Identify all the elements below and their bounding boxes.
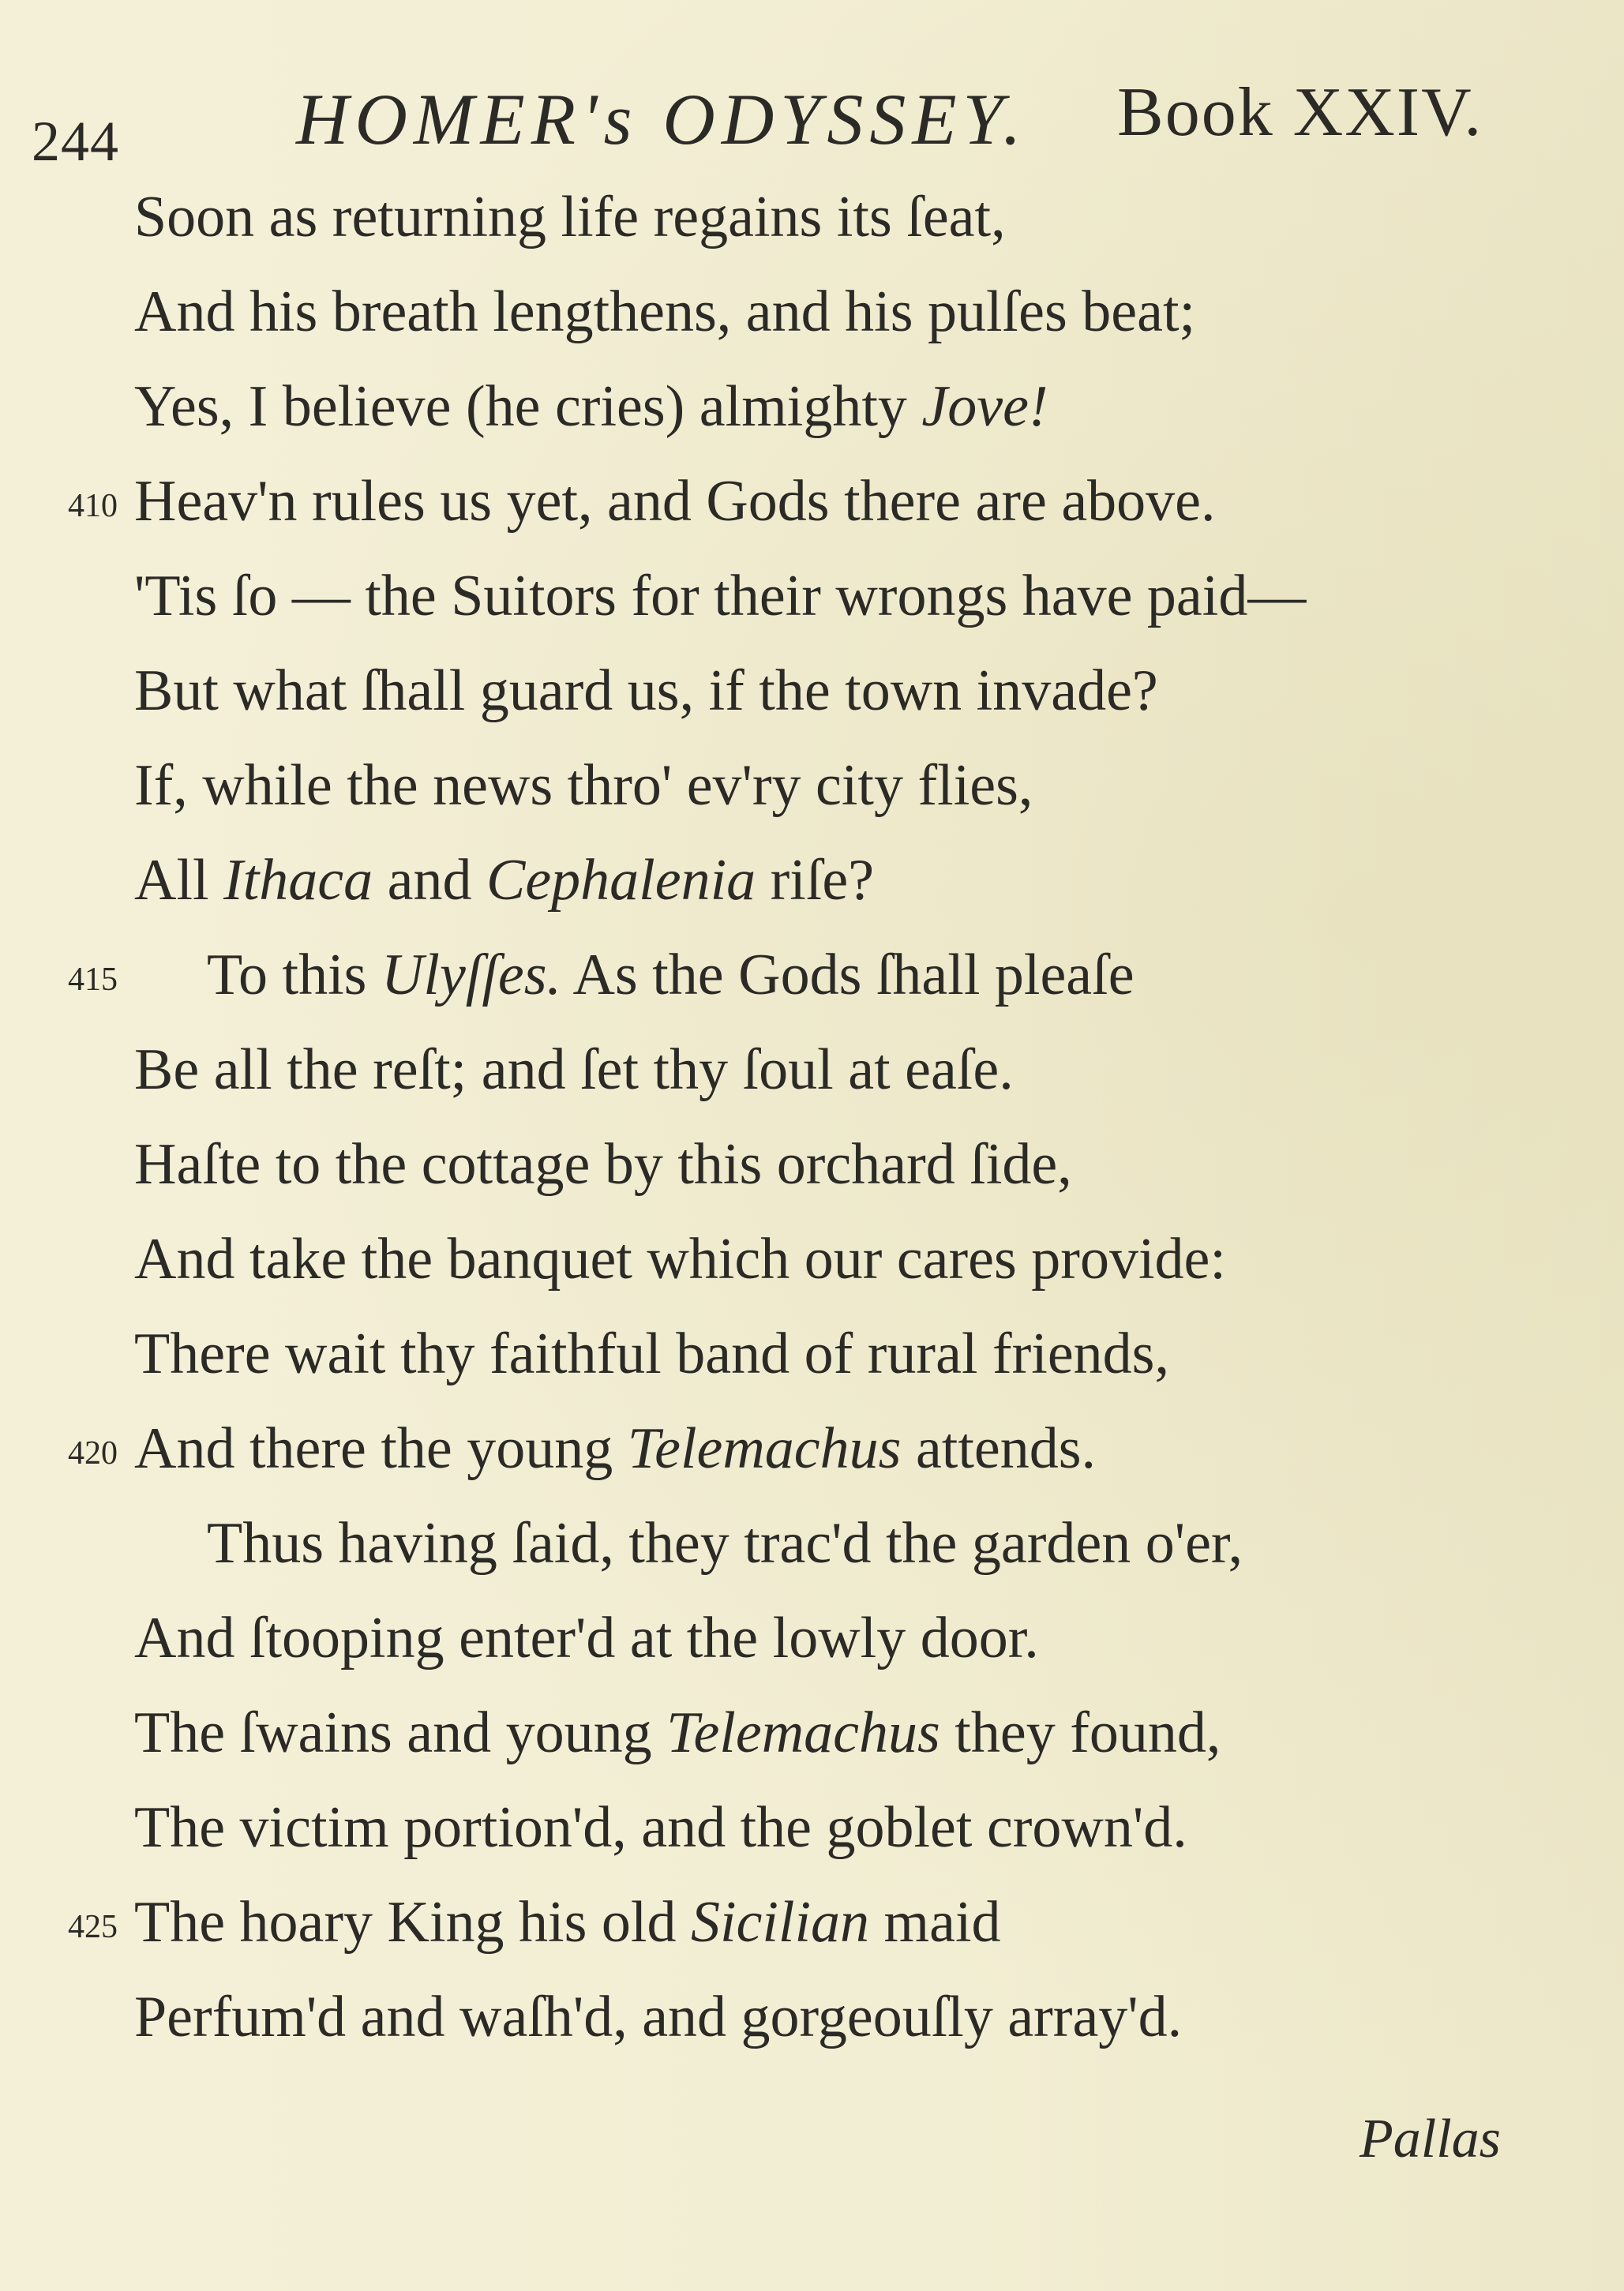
verse-line [134,1606,1039,1670]
verse-text: Thus having ſaid, they trac'd the garden o'er, [207,1511,1243,1576]
line-number: 420 [68,1435,118,1472]
verse-text: All [134,848,224,913]
verse-line [134,1322,1169,1386]
verse-line [134,374,1048,439]
italic-name: Ulyſſes. [381,943,562,1007]
italic-name: Sicilian [690,1890,870,1955]
verse-line [134,185,1006,249]
verse-text: 'Tis ſo — the Suitors for their wrongs have paid— [134,564,1307,628]
verse-text: To this [207,943,381,1007]
verse-text: And his breath lengthens, and his pulſes beat; [134,279,1196,344]
verse-text: But what ſhall guard us, if the town invade? [134,658,1158,723]
verse-line [68,943,1135,1007]
verse-text: riſe? [756,848,875,913]
verse-line [134,753,1033,818]
page-number: 244 [32,110,119,173]
italic-name: Cephalenia [486,848,756,913]
verse-line [134,1795,1187,1860]
italic-name: Ithaca [223,848,373,913]
line-number: 425 [68,1909,118,1945]
verse-text: The ſwains and young [134,1700,667,1765]
verse-text: Soon as returning life regains its ſeat, [134,185,1006,249]
verse-text: Perfum'd and waſh'd, and gorgeouſly array'd. [134,1985,1183,2049]
running-title: HOMER's ODYSSEY. [296,79,1028,159]
verse-text: If, while the news thro' ev'ry city flies, [134,753,1033,818]
verse-text: And take the banquet which our cares provide: [134,1227,1226,1292]
verse-text: they found, [940,1700,1221,1765]
verse-text: Yes, I believe (he cries) almighty [134,374,922,439]
verse-line [134,658,1158,723]
verse-line [134,1037,1014,1102]
verse-text: And there the young [134,1416,628,1481]
verse-line [68,1416,1097,1481]
verse-text: and [373,848,486,913]
verse-text: The victim portion'd, and the goblet crown'd. [134,1795,1187,1860]
verse-text: Haſte to the cottage by this orchard ſide, [134,1132,1072,1197]
italic-name: Telemachus [666,1700,940,1765]
verse-line [134,848,875,913]
verse-text: maid [869,1890,1001,1955]
verse-text: Heav'n rules us yet, and Gods there are above. [134,469,1216,534]
verse-text: Be all the reſt; and ſet thy ſoul at eaſe. [134,1037,1014,1102]
verse-line [134,1227,1226,1292]
verse-text: And ſtooping enter'd at the lowly door. [134,1606,1039,1670]
verse-text: There wait thy faithful band of rural friends, [134,1322,1169,1386]
page-header [32,62,1532,173]
line-number: 415 [68,962,118,998]
verse-line [207,1511,1243,1576]
book-label: Book XXIV. [1117,74,1483,151]
verse-text: As the Gods ſhall pleaſe [561,943,1135,1007]
verse-line [134,564,1307,628]
verse-line [134,1700,1221,1765]
verse-line [134,1985,1183,2049]
verse-line [68,1890,1001,1955]
verse-line [68,469,1216,534]
italic-name: Jove! [921,374,1048,439]
verse-text: attends. [901,1416,1097,1481]
verse-line [134,279,1196,344]
catchword: Pallas [1360,2109,1501,2169]
verse-line [134,1132,1072,1197]
line-number: 410 [68,488,118,524]
verse-text: The hoary King his old [134,1890,691,1955]
italic-name: Telemachus [627,1416,902,1481]
